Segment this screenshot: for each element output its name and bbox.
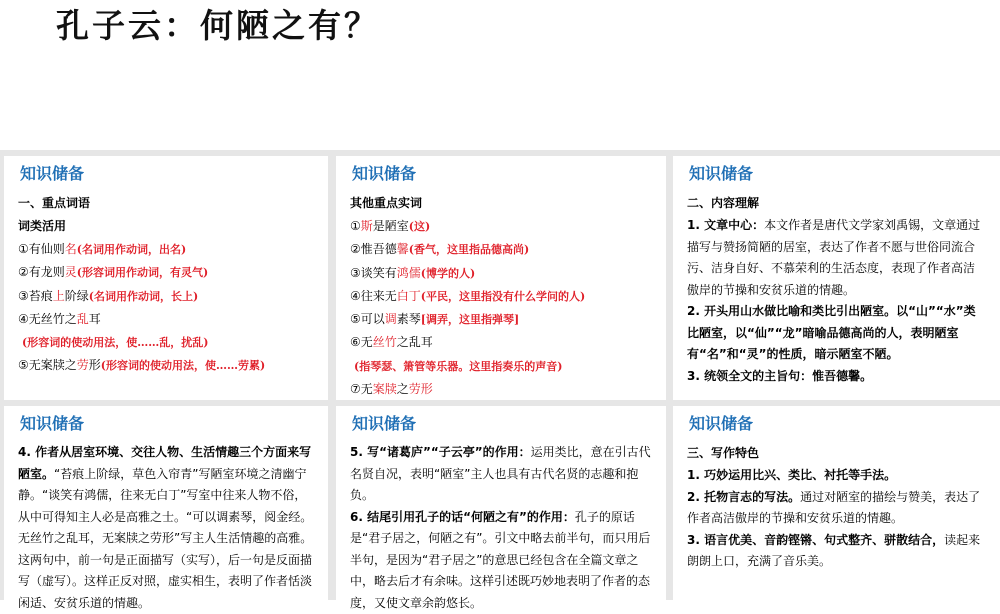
section-title: 三、写作特色 bbox=[687, 442, 986, 465]
word-item: ⑥无丝竹之乱耳 bbox=[350, 331, 652, 354]
word-item: ④无丝竹之乱耳 bbox=[18, 308, 314, 331]
word-item: ③苔痕上阶绿(名词用作动词，长上) bbox=[18, 285, 314, 308]
panel-heading: 知识储备 bbox=[352, 414, 652, 434]
content-grid bbox=[0, 150, 1000, 600]
word-note: (指琴瑟、箫管等乐器。这里指奏乐的声音) bbox=[350, 355, 652, 378]
panel-heading: 知识储备 bbox=[20, 414, 314, 434]
word-item: ⑤无案牍之劳形(形容词的使动用法，使……劳累) bbox=[18, 354, 314, 377]
panel-three-aspects bbox=[4, 406, 328, 600]
panel-heading: 知识储备 bbox=[689, 164, 986, 184]
word-item: ④往来无白丁(平民，这里指没有什么学问的人) bbox=[350, 285, 652, 308]
section-title: 一、重点词语 bbox=[18, 192, 314, 215]
panel-writing-features bbox=[673, 406, 1000, 600]
panel-content-understanding bbox=[673, 156, 1000, 400]
paragraph: 2. 开头用山水做比喻和类比引出陋室。以“山”“水”类比陋室，以“仙”“龙”暗喻品德高尚的人，表明陋室有“名”和“灵”的性质，暗示陋室不陋。 bbox=[687, 301, 986, 366]
paragraph: 2. 托物言志的写法。通过对陋室的描绘与赞美，表达了作者高洁傲岸的节操和安贫乐道的情趣。 bbox=[687, 487, 986, 530]
paragraph: 1. 巧妙运用比兴、类比、衬托等手法。 bbox=[687, 465, 986, 487]
word-item: ③谈笑有鸿儒(博学的人) bbox=[350, 262, 652, 285]
word-item: ②有龙则灵(形容词用作动词，有灵气) bbox=[18, 261, 314, 284]
word-note: (形容词的使动用法，使……乱，扰乱) bbox=[18, 331, 314, 354]
word-item: ⑤可以调素琴[调弄，这里指弹琴] bbox=[350, 308, 652, 331]
paragraph: 1. 文章中心：本文作者是唐代文学家刘禹锡，文章通过描写与赞扬简陋的居室，表达了作者不愿与世俗同流合污、洁身自好、不慕荣利的生活态度，表现了作者高洁傲岸的节操和安贫乐道的情趣。 bbox=[687, 215, 986, 301]
panel-other-words bbox=[336, 156, 666, 400]
paragraph: 3. 语言优美、音韵铿锵、句式整齐、骈散结合，读起来朗朗上口，充满了音乐美。 bbox=[687, 530, 986, 573]
paragraph: 6. 结尾引用孔子的话“何陋之有”的作用：孔子的原话是“君子居之，何陋之有”。引文中略去前半句，而只用后半句，是因为“君子居之”的意思已经包含在全篇文章之中，略去后才有余味。这样引述既巧妙地表明了作者的态度，又使文章余韵悠长。 bbox=[350, 507, 652, 614]
word-item: ②惟吾德馨(香气，这里指品德高尚) bbox=[350, 238, 652, 261]
panel-heading: 知识储备 bbox=[20, 164, 314, 184]
subsection-title: 词类活用 bbox=[18, 215, 314, 238]
subsection-title: 其他重点实词 bbox=[350, 192, 652, 215]
panel-heading: 知识储备 bbox=[352, 164, 652, 184]
section-title: 二、内容理解 bbox=[687, 192, 986, 215]
word-item: ①有仙则名(名词用作动词，出名) bbox=[18, 238, 314, 261]
paragraph: 4. 作者从居室环境、交往人物、生活情趣三个方面来写陋室。“苔痕上阶绿，草色入帘青”写陋室环境之清幽宁静。“谈笑有鸿儒，往来无白丁”写室中往来人物不俗，从中可得知主人必是高雅之士。“可以调素琴，阅金经。无丝竹之乱耳，无案牍之劳形”写主人生活情趣的高雅。这两句中，前一句是正面描写（实写），后一句是反面描写（虚写）。这样正反对照，虚实相生，表明了作者恬淡闲适、安贫乐道的情趣。 bbox=[18, 442, 314, 614]
paragraph: 3. 统领全文的主旨句：惟吾德馨。 bbox=[687, 366, 986, 388]
word-item: ①斯是陋室(这) bbox=[350, 215, 652, 238]
paragraph: 5. 写“诸葛庐”“子云亭”的作用：运用类比，意在引古代名贤自况，表明“陋室”主人也具有古代名贤的志趣和抱负。 bbox=[350, 442, 652, 507]
panel-key-words bbox=[4, 156, 328, 400]
page-title: 孔子云：何陋之有？ bbox=[56, 0, 380, 47]
panel-allusion-effect bbox=[336, 406, 666, 600]
panel-heading: 知识储备 bbox=[689, 414, 986, 434]
word-item: ⑦无案牍之劳形 bbox=[350, 378, 652, 401]
